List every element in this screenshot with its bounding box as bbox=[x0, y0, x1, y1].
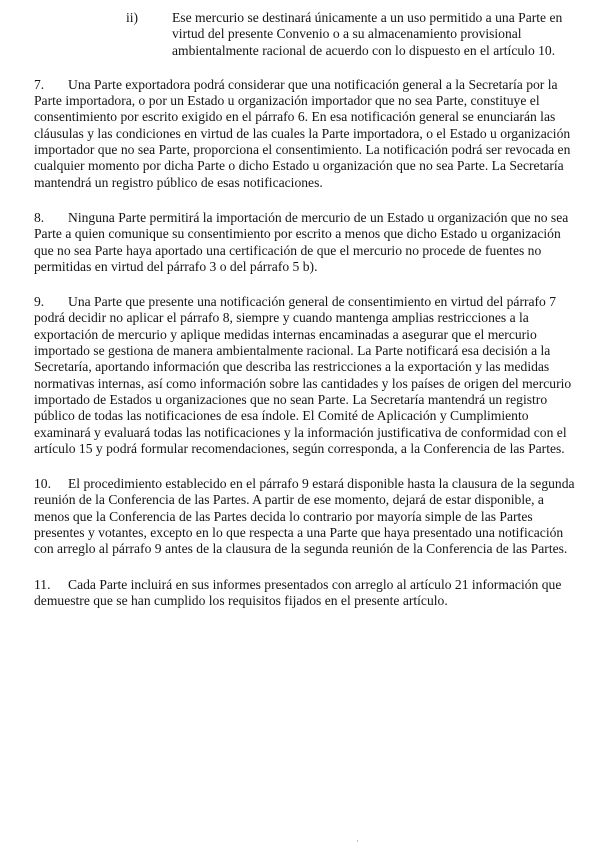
paragraph-text: El procedimiento establecido en el párrafo 9 estará disponible hasta la clausura de la segunda reunión de la Conferencia de las Partes. A partir de ese momento, dejará de estar disponible, a menos que la Conferencia de las Partes decida lo contrario por mayoría simple de las Partes presentes y votantes, excepto en lo que respecta a una Parte que haya presentado una notificación con arreglo al párrafo 9 antes de la clausura de la segunda reunión de la Conferencia de las Partes. bbox=[34, 476, 575, 557]
paragraph-8 bbox=[34, 210, 578, 275]
paragraph-7 bbox=[34, 77, 578, 191]
paragraph-number: 11. bbox=[34, 576, 51, 592]
paragraph-text: Cada Parte incluirá en sus informes presentados con arreglo al artículo 21 información que demuestre que se han cumplido los requisitos fijados en el presente artículo. bbox=[34, 576, 562, 608]
paragraph-number: 9. bbox=[34, 294, 45, 310]
paragraph-10 bbox=[34, 476, 578, 557]
scan-speck: · bbox=[356, 836, 359, 846]
subitem-ii bbox=[34, 10, 578, 59]
paragraph-number: 10. bbox=[34, 476, 51, 492]
paragraph-11 bbox=[34, 577, 578, 610]
document-page bbox=[0, 10, 604, 848]
paragraph-text: Una Parte exportadora podrá considerar que una notificación general a la Secretaría por la Parte importadora, o por un Estado u organización importador que no sea Parte, constituye el consentimiento por escrito exigido en el párrafo 6. En esa notificación general se enunciarán las cláusulas y las condiciones en virtud de las cuales la Parte importadora, o el Estado u organización importador que no sea Parte, proporciona el consentimiento. La notificación podrá ser revocada en cualquier momento por dicha Parte o dicho Estado u organización que no sea Parte. La Secretaría mantendrá un registro público de esas notificaciones. bbox=[34, 76, 571, 190]
paragraph-number: 8. bbox=[34, 209, 45, 225]
paragraph-text: Una Parte que presente una notificación general de consentimiento en virtud del párrafo 7 podrá decidir no aplicar el párrafo 8, siempre y cuando mantenga amplias restricciones a la exportación de mercurio y aplique medidas internas encaminadas a asegurar que el mercurio importado se gestiona de manera ambientalmente racional. La Parte notificará esa decisión a la Secretaría, aportando información que describa las restricciones a la exportación y las medidas normativas internas, así como información sobre las cantidades y los países de origen del mercurio importado de Estados u organizaciones que no sean Parte. La Secretaría mantendrá un registro público de todas las notificaciones de esa índole. El Comité de Aplicación y Cumplimiento examinará y evaluará todas las notificaciones y la información justificativa de conformidad con el artículo 15 y podrá formular recomendaciones, según corresponda, a la Conferencia de las Partes. bbox=[34, 294, 572, 456]
paragraph-text: Ninguna Parte permitirá la importación de mercurio de un Estado u organización que no sea Parte a quien comunique su consentimiento por escrito a menos que dicho Estado u organización que no sea Parte haya aportado una certificación de que el mercurio no procede de fuentes no permitidas en virtud del párrafo 3 o del párrafo 5 b). bbox=[34, 209, 569, 274]
subitem-number: ii) bbox=[126, 10, 139, 25]
subitem-text: Ese mercurio se destinará únicamente a un uso permitido a una Parte en virtud del presente Convenio o a su almacenamiento provisional ambientalmente racional de acuerdo con lo dispuesto en el artículo 10. bbox=[172, 10, 563, 58]
paragraph-number: 7. bbox=[34, 76, 45, 92]
paragraph-9 bbox=[34, 294, 578, 457]
